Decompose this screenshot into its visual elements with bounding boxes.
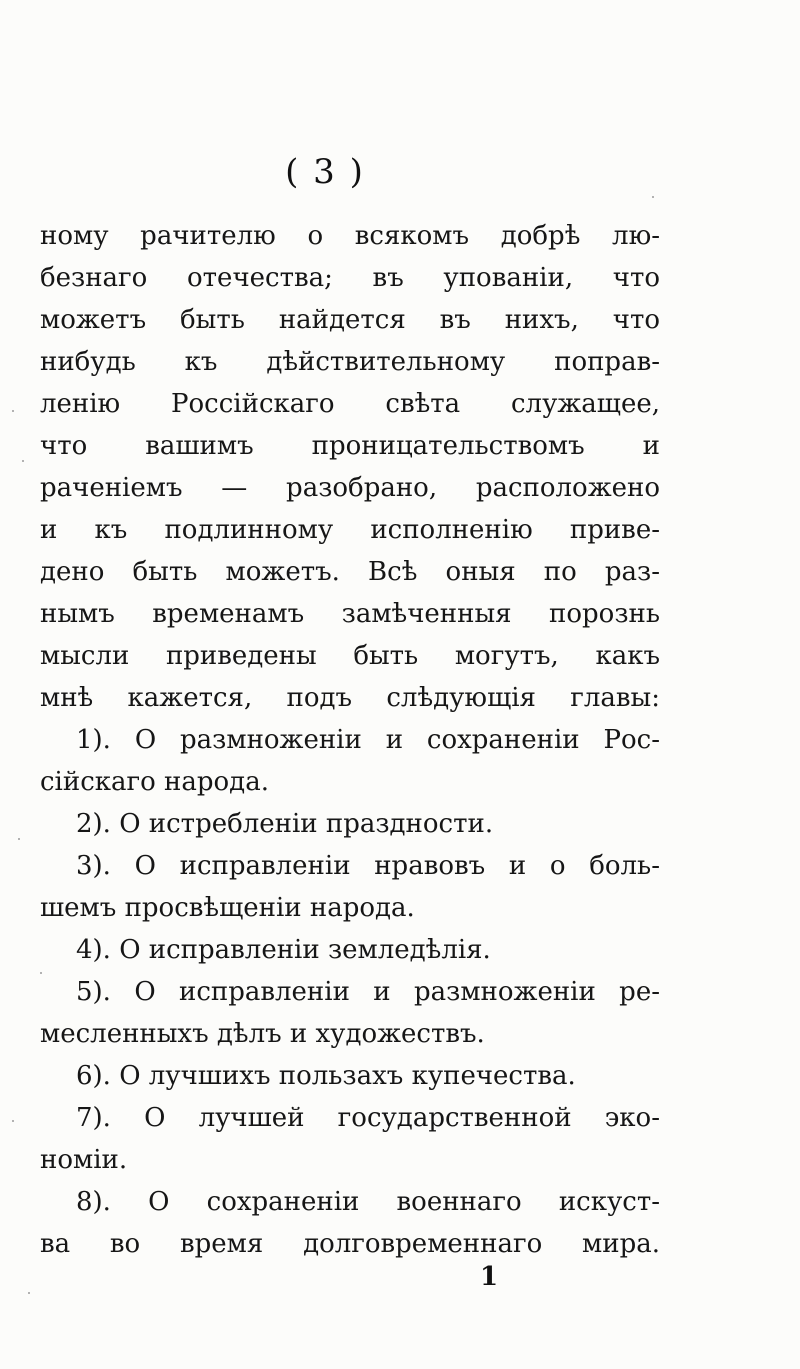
chapter-item-7-cont: номіи. [40, 1145, 128, 1175]
chapter-item-2: 2). О истребленіи праздности. [76, 809, 494, 839]
text-line: нымъ временамъ замѣченныя порознь [40, 599, 660, 629]
text-line: мысли приведены быть могутъ, какъ [40, 641, 660, 671]
text-line: дено быть можетъ. Всѣ оныя по раз- [40, 557, 660, 587]
text-line: ному рачителю о всякомъ добрѣ лю- [40, 221, 660, 251]
text-line: ленію Россійскаго свѣта служащее, [40, 389, 660, 419]
paper-speck [652, 196, 654, 198]
chapter-item-5: 5). О исправленіи и размноженіи ре- [76, 977, 660, 1007]
chapter-item-3: 3). О исправленіи нравовъ и о боль- [76, 851, 660, 881]
text-line: можетъ быть найдется въ нихъ, что [40, 305, 660, 335]
text-line: и къ подлинному исполненію приве- [40, 515, 660, 545]
text-line: что вашимъ проницательствомъ и [40, 431, 660, 461]
chapter-item-7: 7). О лучшей государственной эко- [76, 1103, 660, 1133]
signature-mark: 1 [480, 1262, 499, 1292]
chapter-item-4: 4). О исправленіи земледѣлія. [76, 935, 491, 965]
text-line: раченіемъ — разобрано, расположено [40, 473, 660, 503]
page-number: ( 3 ) [285, 152, 365, 192]
text-line: безнаго отечества; въ упованіи, что [40, 263, 660, 293]
paper-speck [40, 972, 42, 974]
chapter-item-8-cont: ва во время долговременнаго мира. [40, 1229, 660, 1259]
chapter-item-8: 8). О сохраненіи военнаго искуст- [76, 1187, 660, 1217]
paper-speck [28, 1292, 30, 1294]
body-text [40, 215, 660, 1265]
chapter-item-1-cont: сійскаго народа. [40, 767, 269, 797]
paper-speck [12, 1120, 14, 1122]
text-line: мнѣ кажется, подъ слѣдующія главы: [40, 683, 660, 713]
text-line: нибудь къ дѣйствительному поправ- [40, 347, 660, 377]
chapter-item-5-cont: месленныхъ дѣлъ и художествъ. [40, 1019, 485, 1049]
chapter-item-1: 1). О размноженіи и сохраненіи Рос- [76, 725, 660, 755]
paper-speck [18, 838, 20, 840]
chapter-item-6: 6). О лучшихъ пользахъ купечества. [76, 1061, 576, 1091]
chapter-item-3-cont: шемъ просвѣщеніи народа. [40, 893, 415, 923]
paper-speck [22, 460, 24, 462]
paper-speck [12, 410, 14, 412]
